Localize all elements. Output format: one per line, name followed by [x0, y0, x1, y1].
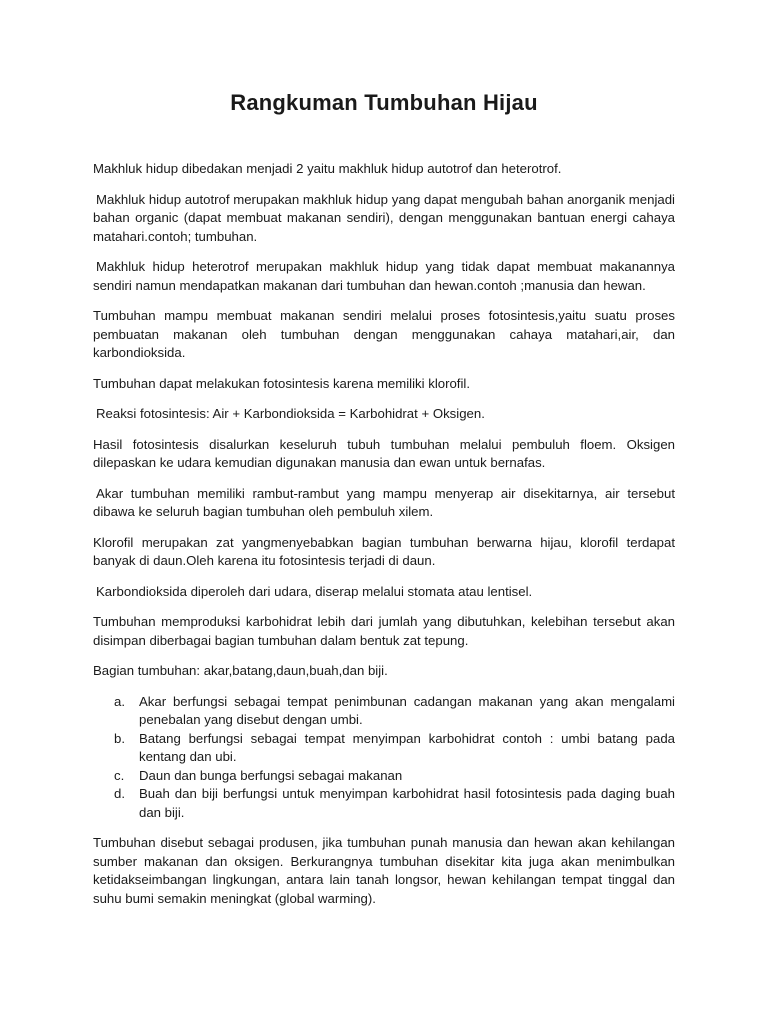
list-item: [93, 767, 675, 786]
bagian-tumbuhan-list: [93, 693, 675, 823]
list-item-text: Batang berfungsi sebagai tempat menyimpan karbohidrat contoh : umbi batang pada kentang dan ubi.: [139, 730, 675, 764]
paragraph-akar: Akar tumbuhan memiliki rambut-rambut yang mampu menyerap air disekitarnya, air tersebut dibawa ke seluruh bagian tumbuhan oleh pembuluh xilem.: [93, 485, 675, 519]
paragraph-autotrof: Makhluk hidup autotrof merupakan makhluk hidup yang dapat mengubah bahan anorganik menjadi bahan organic (dapat membuat makanan sendiri), dengan menggunakan bantuan energi cahaya matahari.contoh; tumbuhan.: [93, 191, 675, 244]
document-body: [93, 160, 675, 920]
list-marker: d.: [114, 786, 125, 801]
paragraph-closing: Tumbuhan disebut sebagai produsen, jika tumbuhan punah manusia dan hewan akan kehilangan sumber makanan dan oksigen. Berkurangnya tumbuhan disekitar kita juga akan menimbulkan ketidakseimbangan lingkungan, antara lain tanah longsor, hewan kehilangan tempat tinggal dan suhu bumi semakin meningkat (global warming).: [93, 835, 675, 906]
list-item: [93, 693, 675, 730]
list-item-text: Buah dan biji berfungsi untuk menyimpan karbohidrat hasil fotosintesis pada daging buah dan biji.: [139, 786, 675, 820]
list-marker: a.: [114, 693, 125, 709]
list-marker: c.: [114, 767, 125, 783]
list-item-text: Daun dan bunga berfungsi sebagai makanan: [139, 767, 403, 783]
list-marker: b.: [114, 730, 125, 746]
paragraph-hasil: Hasil fotosintesis disalurkan keseluruh tubuh tumbuhan melalui pembuluh floem. Oksigen dilepaskan ke udara kemudian digunakan manusia dan ewan untuk bernafas.: [93, 436, 675, 470]
list-item-text: Akar berfungsi sebagai tempat penimbunan cadangan makanan yang akan mengalami penebalan yang disebut dengan umbi.: [139, 693, 675, 727]
paragraph-karbohidrat: Tumbuhan memproduksi karbohidrat lebih dari jumlah yang dibutuhkan, kelebihan tersebut akan disimpan diberbagai bagian tumbuhan dalam bentuk zat tepung.: [93, 614, 675, 648]
list-item: [93, 730, 675, 767]
list-item: [93, 785, 675, 822]
paragraph-fotosintesis: Tumbuhan mampu membuat makanan sendiri melalui proses fotosintesis,yaitu suatu proses pembuatan makanan oleh tumbuhan dengan menggunakan cahaya matahari,air, dan karbondioksida.: [93, 308, 675, 360]
page-title: Rangkuman Tumbuhan Hijau: [230, 90, 538, 115]
paragraph-karbondioksida: Karbondioksida diperoleh dari udara, diserap melalui stomata atau lentisel.: [96, 583, 533, 599]
paragraph-bagian: Bagian tumbuhan: akar,batang,daun,buah,dan biji.: [93, 663, 388, 678]
paragraph-heterotrof: Makhluk hidup heterotrof merupakan makhluk hidup yang tidak dapat membuat makanannya sendiri namun mendapatkan makanan dari tumbuhan dan hewan.contoh ;manusia dan hewan.: [93, 259, 675, 293]
paragraph-intro: Makhluk hidup dibedakan menjadi 2 yaitu makhluk hidup autotrof dan heterotrof.: [93, 161, 562, 176]
paragraph-reaksi: Reaksi fotosintesis: Air + Karbondioksida = Karbohidrat + Oksigen.: [96, 406, 485, 421]
paragraph-klorofil: Tumbuhan dapat melakukan fotosintesis karena memiliki klorofil.: [93, 375, 470, 391]
paragraph-klorofil-daun: Klorofil merupakan zat yangmenyebabkan bagian tumbuhan berwarna hijau, klorofil terdapat banyak di daun.Oleh karena itu fotosintesis terjadi di daun.: [93, 534, 675, 568]
